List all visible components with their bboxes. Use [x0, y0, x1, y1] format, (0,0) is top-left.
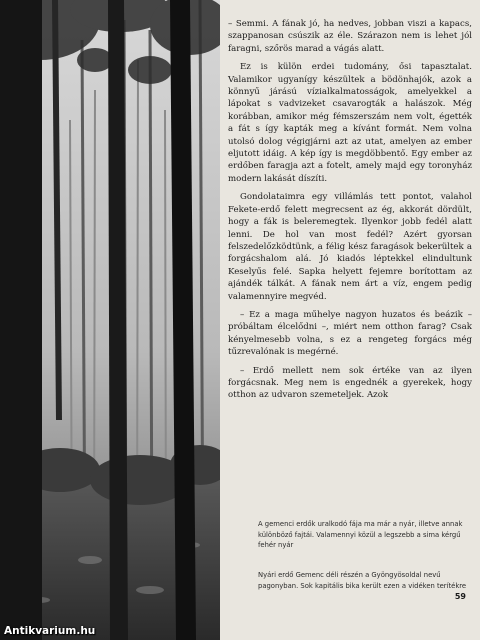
paragraph: Gondolataimra egy villámlás tett pontot, valahol Fekete-erdő felett megrecsent az ég, akkorát dördült, hogy a fák is beleremegtek. Ilyenkor jobb fedél alatt lenni. De hol van most fedél? Azért gyorsan felszedelőzködtünk, a félig kész faragások bekerültek a forgácshalom alá. Jó kiadós léptekkel elindultunk Keselyűs felé. Sapka helyett fejemre borítottam az ajándék tálkát. A fának nem árt a víz, engem pedig valamennyire megvéd.	[228, 192, 472, 302]
forest-photo	[0, 0, 220, 640]
paragraph: – Erdő mellett nem sok értéke van az ilyen forgácsnak. Meg nem is engednék a gyerekek, hogy otthon az udvaron szemeteljek. Azok	[228, 365, 472, 401]
paragraph: – Ez a maga műhelye nagyon huzatos és beázik – próbáltam élcelődni –, miért nem otthon farag? Csak kényelmesebb volna, s ez a rengeteg forgács még tűzrevalónak is megérné.	[228, 309, 472, 358]
photo-caption-2: Nyári erdő Gemenc déli részén a Gyöngyösoldal nevű pagonyban. Sok kapitális bika került ezen a vidéken terítékre	[258, 571, 467, 590]
paragraph: – Semmi. A fának jó, ha nedves, jobban viszi a kapacs, szappanosan csúszik az éle. Szárazon nem is lehet jól faragni, szőrös marad a vágás alatt.	[228, 19, 472, 54]
forest-photo-drawing	[0, 0, 220, 640]
photo-caption-1: A gemenci erdők uralkodó fája ma már a nyár, illetve annak különböző fajtái. Valamennyi közül a legszebb a sima kérgű fehér nyár	[258, 520, 463, 549]
page-number: 59	[454, 592, 466, 601]
watermark: Antikvarium.hu	[4, 625, 96, 637]
paragraph: Ez is külön erdei tudomány, ősi tapasztalat. Valamikor ugyanígy készültek a bödönhajók, azok a könnyű járású vízialkalmatosságok, amelyekkel a lápokat s vadvizeket csavarogták a halászok. Még korábban, amikor még fémszerszám nem volt, égették a fát s így kapták meg a kívánt formát. Nem volna utolsó dolog végigjárni azt az utat, amelyen az ember eljutott idáig. A kép így is megdöbbentő. Egy ember az erdőben faragja azt a fotelt, amely majd egy toronyház modern lakását díszíti.	[228, 62, 472, 184]
article-body	[228, 18, 472, 408]
